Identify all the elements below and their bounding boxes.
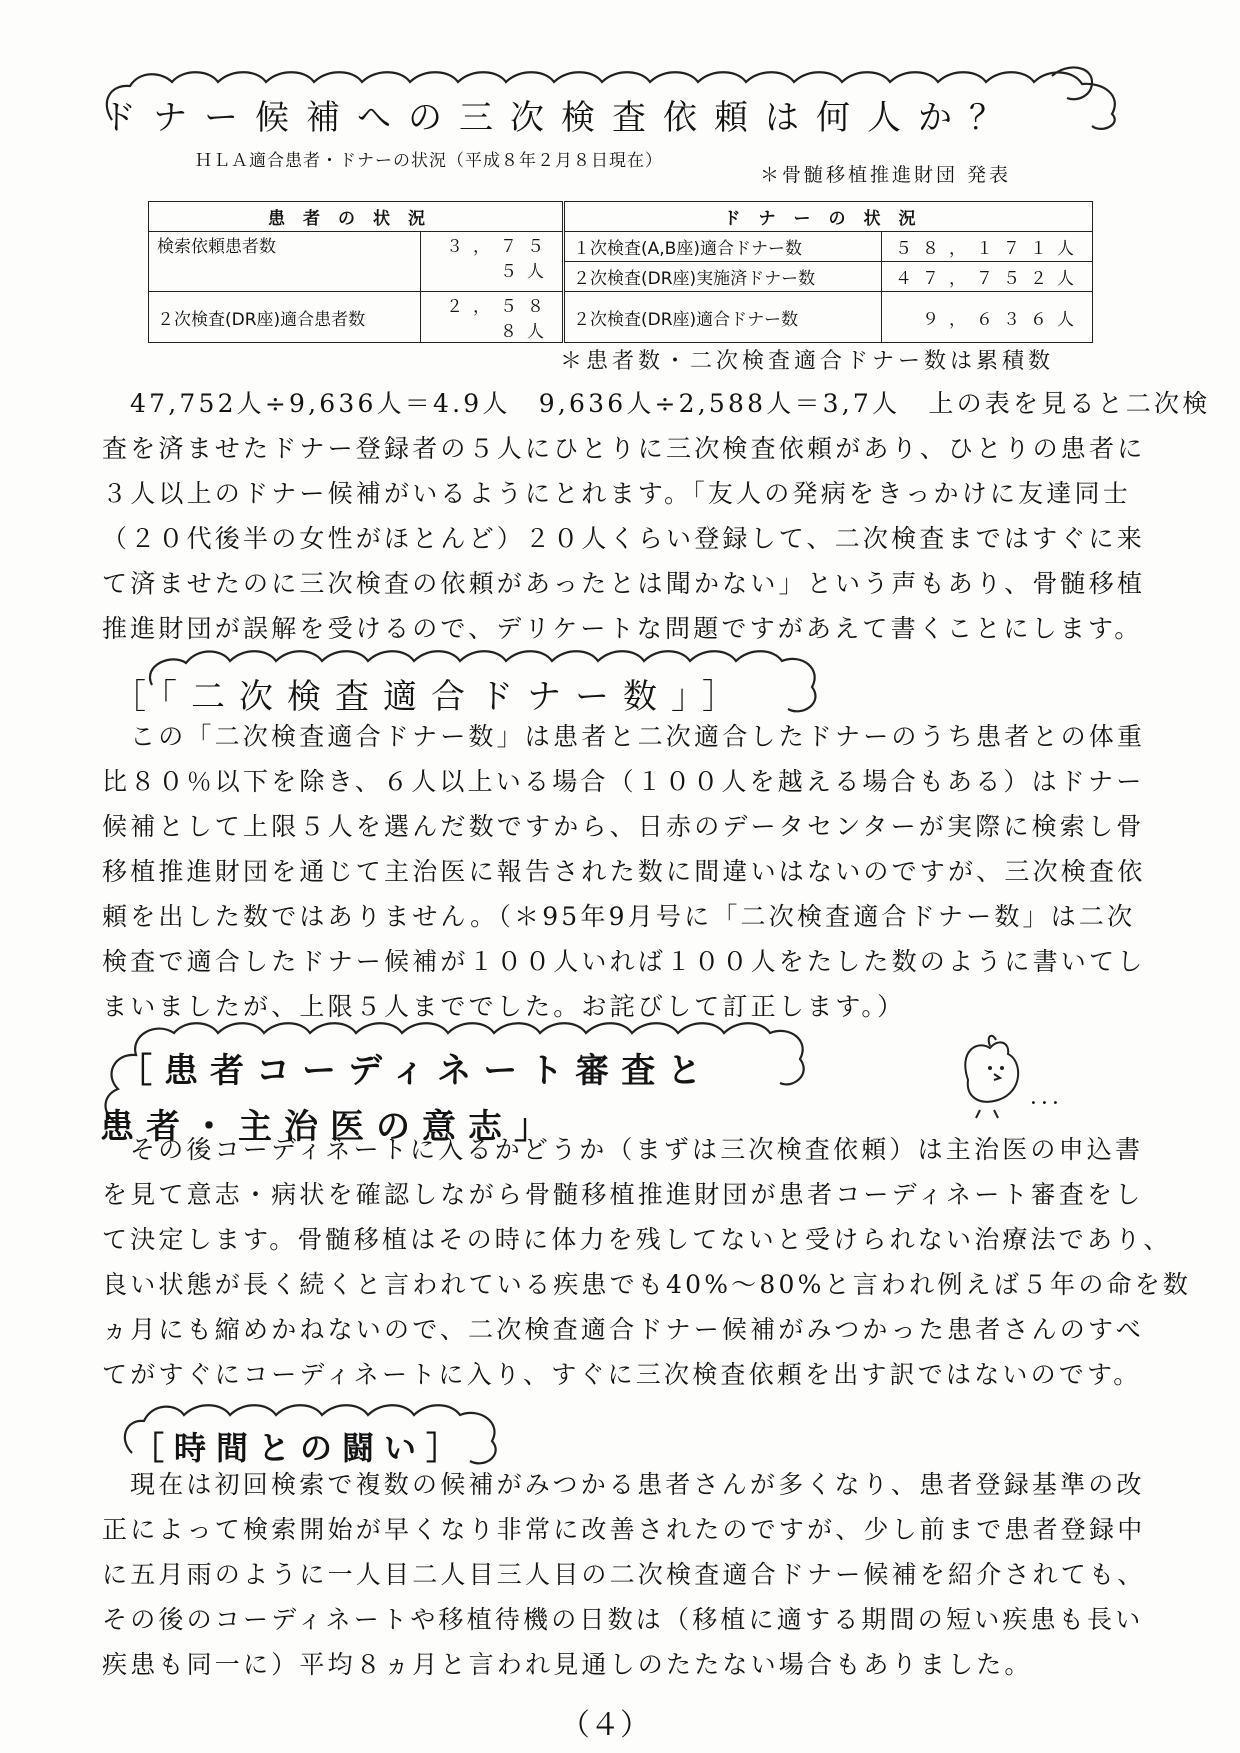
para-line: て済ませたのに三次検査の依頼があったとは聞かない」という声もあり、骨髄移植 [102, 569, 1146, 598]
para-line: この「二次検査適合ドナー数」は患者と二次適合したドナーのうち患者との体重 [130, 722, 1146, 751]
para-line: 47,752人÷9,636人＝4.9人 9,636人÷2,588人＝3,7人 上の表を見ると二次検 [130, 389, 1211, 418]
donor-value: ４７，７５２人 [882, 262, 1093, 292]
para-line: て決定します。骨髄移植はその時に体力を残してないと受けられない治療法であり、 [102, 1225, 1172, 1254]
title-cloud-3 [90, 1015, 870, 1145]
title-cloud-2 [112, 645, 892, 725]
para-line: 移植推進財団を通じて主治医に報告された数に間違いはないのですが、三次検査依 [102, 857, 1146, 886]
para-line: 頼を出した数ではありません。（＊95年9月号に「二次検査適合ドナー数」は二次 [102, 902, 1136, 931]
title-4: ［時間との闘い］ [132, 1429, 469, 1467]
para-line: 良い状態が長く続くと言われている疾患でも40%〜80%と言われ例えば５年の命を数 [102, 1270, 1192, 1299]
para-line: ３人以上のドナー候補がいるようにとれます。「友人の発病をきっかけに友達同士 [102, 479, 1131, 508]
title-2: ［「二次検査適合ドナー数」］ [112, 677, 750, 717]
table-note: ＊患者数・二次検査適合ドナー数は累積数 [560, 349, 1055, 374]
donor-header: ドナーの状況 [564, 202, 1093, 232]
paragraph-4 [102, 1462, 1170, 1687]
status-table [148, 201, 1093, 343]
para-line: 正によって検索開始が早くなり非常に改善されたのですが、少し前まで患者登録中 [102, 1515, 1146, 1544]
para-line: その後コーディネートに入るかどうか（まずは三次検査依頼）は主治医の申込書 [130, 1135, 1144, 1164]
patient-value: ３，７５５人 [421, 232, 564, 292]
donor-label: ２次検査(DR座)適合ドナー数 [564, 292, 882, 343]
paragraph-2 [102, 714, 1170, 1029]
dots: ．．． [1030, 1085, 1075, 1110]
patient-header: 患者の状況 [149, 202, 564, 232]
donor-value: ９，６３６人 [882, 292, 1093, 343]
para-line: 比８０％以下を除き、６人以上いる場合（１００人を越える場合もある）はドナー [102, 767, 1145, 796]
patient-label: ２次検査(DR座)適合患者数 [149, 292, 421, 343]
para-line: に五月雨のように一人目二人目三人目の二次検査適合ドナー候補を紹介されても、 [102, 1560, 1146, 1589]
table-row [149, 232, 1093, 262]
para-line: を見て意志・病状を確認しながら骨髄移植推進財団が患者コーディネート審査をし [102, 1180, 1144, 1209]
patient-label: 検索依頼患者数 [149, 232, 421, 292]
patient-value: ２，５８８人 [421, 292, 564, 343]
para-line: 検査で適合したドナー候補が１００人いれば１００人をたした数のように書いてし [102, 947, 1146, 976]
page-number: （４） [560, 1708, 650, 1743]
para-line: 疾患も同一に）平均８ヵ月と言われ見通しのたたない場合もありました。 [102, 1650, 1033, 1679]
title-3-line-1: ［患者コーディネート審査と [118, 1051, 714, 1091]
donor-label: ２次検査(DR座)実施済ドナー数 [564, 262, 882, 292]
para-line: 査を済ませたドナー登録者の５人にひとりに三次検査依頼があり、ひとりの患者に [102, 434, 1146, 463]
source-note: ＊骨髄移植推進財団 発表 [760, 164, 1012, 186]
title-cloud-1 [92, 62, 1142, 142]
donor-value: ５８，１７１人 [882, 232, 1093, 262]
para-line: てがすぐにコーディネートに入り、すぐに三次検査依頼を出す訳ではないのです。 [102, 1360, 1142, 1389]
para-line: 現在は初回検索で複数の候補がみつかる患者さんが多くなり、患者登録基準の改 [130, 1470, 1145, 1499]
para-line: （２０代後半の女性がほとんど）２０人くらい登録して、二次検査まではすぐに来 [102, 524, 1145, 553]
paragraph-1 [102, 381, 1211, 651]
para-line: 推進財団が誤解を受けるので、デリケートな問題ですがあえて書くことにします。 [102, 614, 1143, 643]
table-caption: ＨＬＡ適合患者・ドナーの状況（平成８年２月８日現在） [195, 151, 663, 171]
para-line: ヵ月にも縮めかねないので、二次検査適合ドナー候補がみつかった患者さんのすべ [102, 1315, 1144, 1344]
para-line: 候補として上限５人を選んだ数ですから、日赤のデータセンターが実際に検索し骨 [102, 812, 1145, 841]
donor-label: １次検査(A,B座)適合ドナー数 [564, 232, 882, 262]
paragraph-3 [102, 1127, 1192, 1397]
para-line: まいましたが、上限５人まででした。お詫びして訂正します。） [102, 992, 906, 1021]
table-row [149, 292, 1093, 343]
title-1: ドナー候補への三次検査依頼は何人か？ [102, 98, 1020, 138]
para-line: その後のコーディネートや移植待機の日数は（移植に適する期間の短い疾患も長い [102, 1605, 1144, 1634]
title-3-line-2: 患者・主治医の意志」 [100, 1107, 560, 1147]
